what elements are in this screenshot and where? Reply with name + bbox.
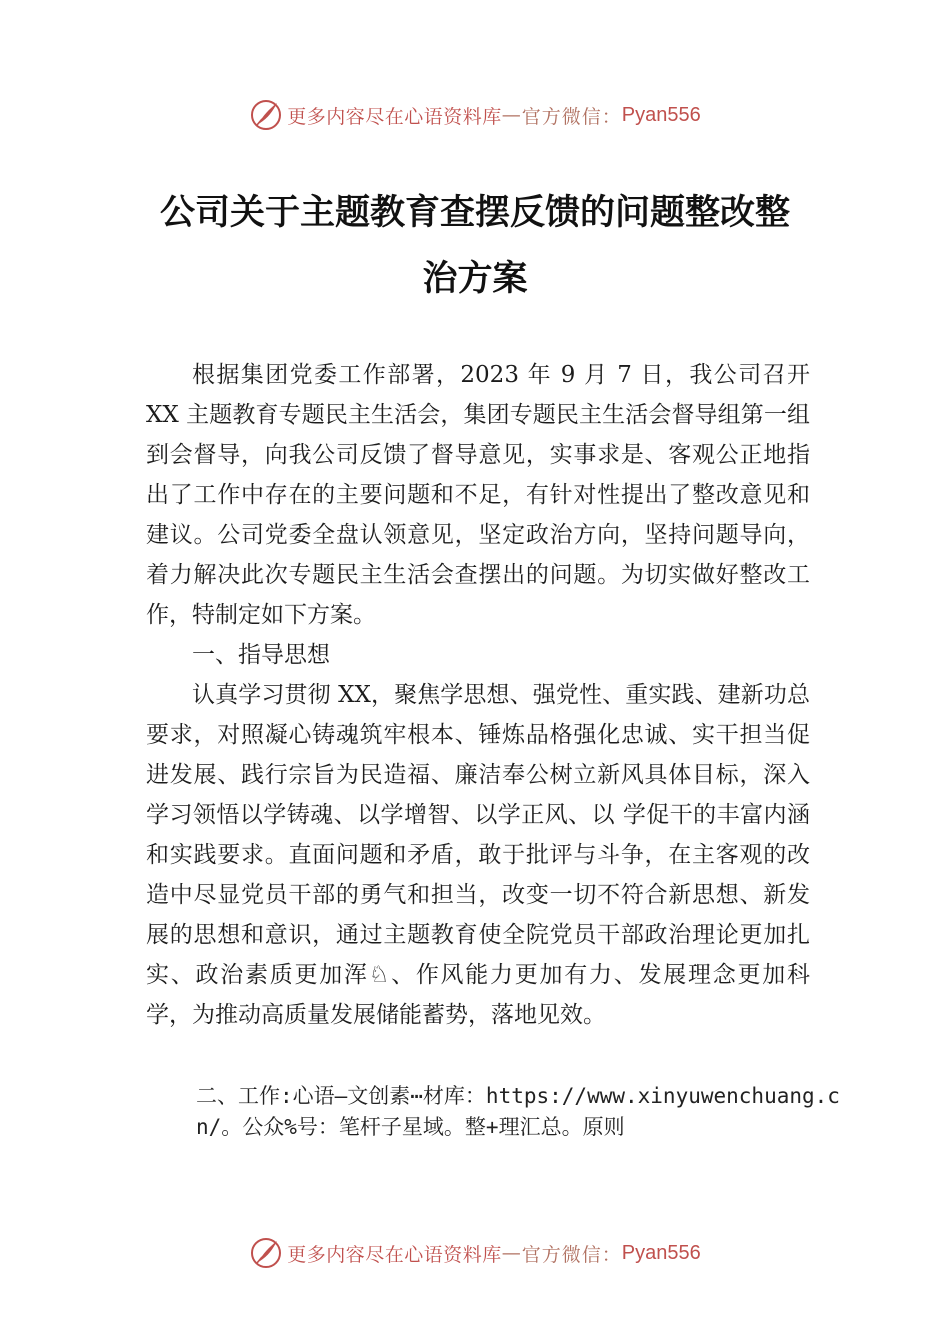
header-watermark-banner [0,95,950,135]
section-heading-work-principles: 二、工作:心语—文创素⋯材库：https://www.xinyuwenchuang.cn/。公众%号：笔杆子星域。整+理汇总。原则 [196,1084,840,1139]
title-line-2: 治方案 [422,258,528,299]
banner-library-text: 更多内容尽在心语资料库 [287,1243,502,1266]
paragraph-guiding-ideology: 认真学习贯彻 XX，聚焦学思想、强党性、重实践、建新功总要求，对照凝心铸魂筑牢根本、锤炼品格强化忠诚、实干担当促进发展、践行宗旨为民造福、廉洁奉公树立新风具体目标，深入学习领悟以学铸魂、以学增智、以学正风、以 学促干的丰富内涵和实践要求。直面问题和矛盾，敢于批评与斗争，在主客观的改造中尽显党员干部的勇气和担当，改变一切不符合新思想、新发展的思想和意识，通过主题教育使全院党员干部政治理论更加扎实、政治素质更加浑♘、作风能力更加有力、发展理念更加科学，为推动高质量发展储能蓄势，落地见效。 [146,682,810,1028]
quill-logo-icon [249,1236,283,1270]
banner-wechat-label: 官方微信： [521,1243,622,1266]
document-title [0,180,950,312]
banner-dash: — [501,104,522,126]
quill-logo-icon [249,98,283,132]
document-body [146,355,810,1035]
banner-library-text: 更多内容尽在心语资料库 [287,105,502,128]
banner-wechat-id: Pyan556 [621,103,701,126]
banner-dash: — [501,1242,522,1264]
section-heading-guiding-ideology: 一、指导思想 [192,642,330,668]
banner-wechat-id: Pyan556 [621,1241,701,1264]
paragraph-intro: 根据集团党委工作部署，2023 年 9 月 7 日，我公司召开 XX 主题教育专题民主生活会，集团专题民主生活会督导组第一组到会督导，向我公司反馈了督导意见，实事求是、客观公正地指出了工作中存在的主要问题和不足，有针对性提出了整改意见和建议。公司党委全盘认领意见，坚定政治方向，坚持问题导向，着力解决此次专题民主生活会查摆出的问题。为切实做好整改工作，特制定如下方案。 [146,362,810,628]
footer-watermark-banner [0,1233,950,1273]
banner-wechat-label: 官方微信： [521,105,622,128]
title-line-1: 公司关于主题教育查摆反馈的问题整改整 [159,192,790,233]
